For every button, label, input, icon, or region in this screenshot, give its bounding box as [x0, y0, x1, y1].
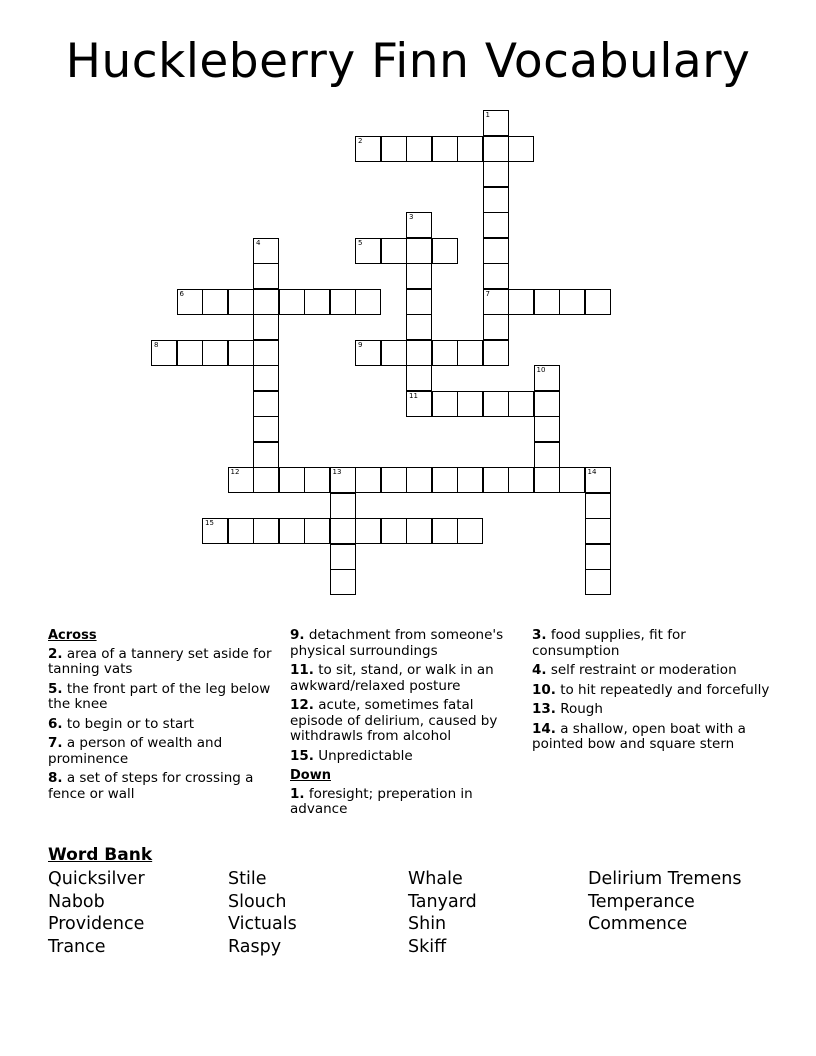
grid-cell[interactable]	[253, 467, 279, 493]
grid-cell[interactable]	[483, 289, 509, 315]
clue-text: food supplies, fit for consumption	[532, 627, 686, 659]
clues-column-3	[532, 628, 772, 757]
clue-number: 7	[485, 289, 490, 298]
clue-item	[532, 683, 772, 699]
grid-cell[interactable]	[534, 365, 560, 391]
grid-cell[interactable]	[381, 467, 407, 493]
grid-cell[interactable]	[279, 518, 305, 544]
grid-cell[interactable]	[330, 467, 356, 493]
clue-item	[532, 722, 772, 753]
clue-number-label: 10.	[532, 681, 556, 698]
word-bank-item: Skiff	[408, 937, 447, 958]
grid-cell[interactable]	[304, 518, 330, 544]
clue-text: Unpredictable	[313, 747, 413, 764]
grid-cell[interactable]	[253, 314, 279, 340]
clue-text: a person of wealth and prominence	[48, 735, 223, 767]
grid-cell[interactable]	[406, 365, 432, 391]
clue-number: 1	[485, 111, 490, 119]
word-bank-item: Temperance	[588, 891, 695, 912]
clue-item	[290, 628, 530, 659]
down-clue-list	[290, 787, 530, 818]
clue-number: 6	[179, 289, 184, 298]
grid-cell[interactable]	[432, 467, 458, 493]
grid-cell[interactable]	[381, 238, 407, 264]
grid-cell[interactable]	[253, 442, 279, 468]
grid-cell[interactable]	[585, 569, 611, 595]
clue-number: 5	[358, 238, 363, 247]
grid-cell[interactable]	[406, 212, 432, 238]
clue-item	[48, 647, 280, 678]
clue-number-label: 2.	[48, 645, 63, 662]
grid-cell[interactable]	[585, 493, 611, 519]
grid-cell[interactable]	[304, 467, 330, 493]
grid-cell[interactable]	[559, 289, 585, 315]
grid-cell[interactable]	[279, 289, 305, 315]
grid-cell[interactable]	[457, 467, 483, 493]
clue-number-label: 14.	[532, 720, 556, 737]
word-bank-item: Raspy	[228, 937, 282, 958]
grid-cell[interactable]	[355, 467, 381, 493]
clue-number: 11	[409, 391, 418, 400]
grid-cell[interactable]	[202, 518, 228, 544]
clue-item	[290, 663, 530, 694]
clues-column-2	[290, 628, 530, 822]
grid-cell[interactable]	[355, 340, 381, 366]
clue-number: 4	[256, 238, 261, 247]
grid-cell[interactable]	[457, 136, 483, 162]
grid-cell[interactable]	[355, 238, 381, 264]
clue-number-label: 9.	[290, 627, 305, 643]
clue-number: 15	[205, 519, 214, 527]
clue-number-label: 13.	[532, 701, 556, 717]
grid-cell[interactable]	[534, 289, 560, 315]
clue-text: the front part of the leg below the knee	[48, 680, 271, 712]
grid-cell[interactable]	[406, 263, 432, 289]
grid-cell[interactable]	[534, 467, 560, 493]
word-bank-item: Shin	[408, 914, 447, 935]
clue-item	[290, 698, 530, 745]
clue-text: area of a tannery set aside for tanning vats	[48, 645, 272, 677]
grid-cell[interactable]	[483, 467, 509, 493]
clue-number-label: 5.	[48, 680, 63, 697]
clue-number: 14	[587, 468, 597, 476]
grid-cell[interactable]	[534, 416, 560, 442]
clue-item	[48, 682, 280, 713]
clue-item	[290, 749, 530, 765]
grid-cell[interactable]	[432, 391, 458, 417]
grid-cell[interactable]	[432, 136, 458, 162]
clue-number-label: 11.	[290, 662, 314, 678]
grid-cell[interactable]	[508, 289, 534, 315]
grid-cell[interactable]	[279, 467, 305, 493]
clue-text: self restraint or moderation	[546, 662, 737, 678]
grid-cell[interactable]	[457, 340, 483, 366]
across-clue-list	[48, 647, 280, 803]
grid-cell[interactable]	[508, 467, 534, 493]
grid-cell[interactable]	[151, 340, 177, 366]
grid-cell[interactable]	[253, 238, 279, 264]
grid-cell[interactable]	[253, 289, 279, 315]
clue-text: acute, sometimes fatal episode of delirium, caused by withdrawls from alcohol	[290, 697, 498, 744]
clue-number: 13	[332, 468, 342, 476]
word-bank-item: Quicksilver	[48, 869, 145, 889]
clue-item	[532, 628, 772, 659]
grid-cell[interactable]	[330, 289, 356, 315]
grid-cell[interactable]	[406, 314, 432, 340]
clue-number-label: 4.	[532, 662, 547, 678]
clue-text: to sit, stand, or walk in an awkward/relaxed posture	[290, 662, 494, 694]
grid-cell[interactable]	[355, 518, 381, 544]
grid-cell[interactable]	[253, 263, 279, 289]
clue-number: 9	[358, 340, 363, 349]
grid-cell[interactable]	[202, 340, 228, 366]
clue-text: a shallow, open boat with a pointed bow and square stern	[532, 720, 746, 752]
grid-cell[interactable]	[406, 238, 432, 264]
grid-cell[interactable]	[585, 518, 611, 544]
grid-cell[interactable]	[253, 391, 279, 417]
grid-cell[interactable]	[253, 340, 279, 366]
grid-cell[interactable]	[483, 110, 509, 136]
grid-cell[interactable]	[457, 518, 483, 544]
clue-item	[48, 736, 280, 767]
clues-column-1	[48, 628, 280, 806]
clue-number: 3	[409, 213, 414, 221]
clue-number: 2	[358, 136, 363, 145]
grid-cell[interactable]	[406, 136, 432, 162]
grid-cell[interactable]	[330, 493, 356, 519]
grid-cell[interactable]	[483, 238, 509, 264]
grid-cell[interactable]	[253, 416, 279, 442]
word-bank-item: Nabob	[48, 891, 105, 912]
grid-cell[interactable]	[483, 212, 509, 238]
grid-cell[interactable]	[228, 289, 254, 315]
grid-cell[interactable]	[355, 289, 381, 315]
clue-number: 8	[154, 340, 159, 349]
across-heading: Across	[48, 628, 97, 643]
grid-cell[interactable]	[585, 544, 611, 570]
grid-cell[interactable]	[406, 518, 432, 544]
clue-item	[48, 771, 280, 802]
clue-text: to begin or to start	[62, 715, 195, 732]
word-bank-item: Victuals	[228, 914, 297, 935]
grid-cell[interactable]	[177, 289, 203, 315]
page-title: Huckleberry Finn Vocabulary	[65, 34, 751, 89]
clue-item	[290, 787, 530, 818]
grid-cell[interactable]	[534, 442, 560, 468]
clue-text: a set of steps for crossing a fence or wall	[48, 770, 254, 802]
clue-number-label: 6.	[48, 715, 63, 732]
grid-cell[interactable]	[253, 518, 279, 544]
word-bank-item: Slouch	[228, 891, 287, 912]
word-bank-item: Trance	[48, 937, 106, 958]
down-heading: Down	[290, 768, 331, 783]
grid-cell[interactable]	[483, 340, 509, 366]
grid-cell[interactable]	[585, 289, 611, 315]
grid-cell[interactable]	[483, 314, 509, 340]
clue-text: detachment from someone's physical surroundings	[290, 627, 504, 659]
word-bank-item: Stile	[228, 869, 267, 889]
down-clue-list-continued	[532, 628, 772, 753]
grid-cell[interactable]	[177, 340, 203, 366]
clue-number-label: 7.	[48, 735, 63, 751]
clue-number-label: 3.	[532, 627, 547, 643]
clue-item	[48, 717, 280, 733]
clue-number-label: 12.	[290, 697, 314, 713]
grid-cell[interactable]	[508, 391, 534, 417]
grid-cell[interactable]	[559, 467, 585, 493]
grid-cell[interactable]	[406, 391, 432, 417]
word-bank-item: Tanyard	[408, 891, 477, 912]
grid-cell[interactable]	[483, 136, 509, 162]
grid-cell[interactable]	[432, 518, 458, 544]
grid-cell[interactable]	[508, 136, 534, 162]
word-bank-item: Commence	[588, 914, 688, 935]
clue-item	[532, 663, 772, 679]
clue-number: 12	[230, 468, 240, 476]
grid-cell[interactable]	[406, 289, 432, 315]
grid-cell[interactable]	[355, 136, 381, 162]
grid-cell[interactable]	[228, 518, 254, 544]
clue-number-label: 8.	[48, 770, 63, 786]
grid-cell[interactable]	[253, 365, 279, 391]
word-bank-item: Providence	[48, 914, 145, 935]
grid-cell[interactable]	[381, 518, 407, 544]
grid-cell[interactable]	[432, 340, 458, 366]
grid-cell[interactable]	[483, 391, 509, 417]
grid-cell[interactable]	[202, 289, 228, 315]
clue-item	[532, 702, 772, 718]
grid-cell[interactable]	[483, 263, 509, 289]
word-bank-title: Word Bank	[48, 845, 153, 865]
grid-cell[interactable]	[432, 238, 458, 264]
grid-cell[interactable]	[406, 467, 432, 493]
clue-text: foresight; preperation in advance	[290, 785, 473, 817]
grid-cell[interactable]	[457, 391, 483, 417]
grid-cell[interactable]	[483, 187, 509, 213]
clue-text: to hit repeatedly and forcefully	[555, 681, 770, 698]
grid-cell[interactable]	[228, 340, 254, 366]
grid-cell[interactable]	[483, 161, 509, 187]
grid-cell[interactable]	[534, 391, 560, 417]
grid-cell[interactable]	[381, 136, 407, 162]
grid-cell[interactable]	[330, 569, 356, 595]
clue-number-label: 15.	[290, 747, 314, 764]
word-bank-item: Whale	[408, 869, 463, 889]
grid-cell[interactable]	[330, 544, 356, 570]
across-clue-list-continued	[290, 628, 530, 764]
grid-cell[interactable]	[585, 467, 611, 493]
grid-cell[interactable]	[330, 518, 356, 544]
grid-cell[interactable]	[228, 467, 254, 493]
grid-cell[interactable]	[406, 340, 432, 366]
clue-number-label: 1.	[290, 785, 305, 802]
grid-cell[interactable]	[304, 289, 330, 315]
grid-cell[interactable]	[381, 340, 407, 366]
word-bank-item: Delirium Tremens	[588, 869, 742, 889]
word-bank	[48, 868, 768, 959]
clue-text: Rough	[555, 701, 603, 717]
clue-number: 10	[536, 366, 546, 374]
